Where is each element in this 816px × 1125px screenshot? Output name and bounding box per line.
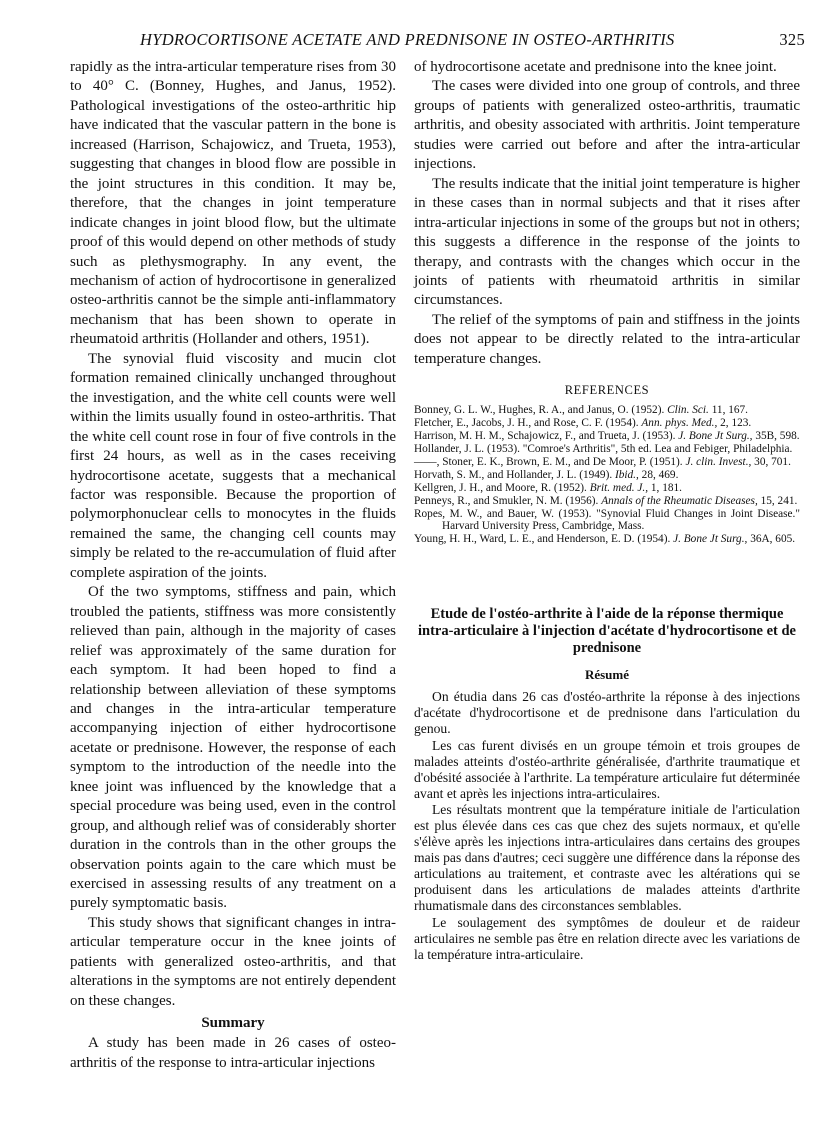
reference-authors: Penneys, R., and Smukler, N. M. (1956).	[414, 494, 599, 507]
summary-paragraph: The results indicate that the initial joint temperature is higher in these cases than in normal subjects and that it rises after intra-articular injections in some of the groups but not in others; this suggests a difference in the response of the joints to therapy, and contrasts with the changes which occur in the joints of patients with rheumatoid arthritis in similar circumstances.	[414, 175, 800, 309]
reference-item	[414, 533, 800, 546]
reference-journal: Brit. med. J.,	[589, 481, 649, 494]
reference-item	[414, 508, 800, 534]
reference-authors: Harrison, M. H. M., Schajowicz, F., and Trueta, J. (1953).	[414, 430, 676, 443]
reference-authors: Ropes, M. W., and Bauer, W. (1953). "Synovial Fluid Changes in Joint Disease." Harvard University Press, Cambridge, Mass.	[414, 507, 800, 533]
reference-volume-page: 2, 123.	[720, 417, 752, 430]
references-heading: REFERENCES	[564, 383, 650, 398]
reference-authors: Hollander, J. L. (1953). "Comroe's Arthritis", 5th ed. Lea and Febiger, Philadelphia.	[414, 442, 793, 455]
french-summary	[414, 689, 800, 963]
reference-volume-page: 1, 181.	[650, 481, 682, 494]
reference-volume-page: 30, 701.	[754, 455, 791, 468]
resume-paragraph: Le soulagement des symptômes de douleur et de raideur articulaires ne semble pas être en relation directe avec les variations de la température intra-articulaire.	[414, 914, 800, 962]
body-paragraph: Of the two symptoms, stiffness and pain, which troubled the patients, stiffness was more consistently relieved than pain, although in the majority of cases relief was approximately of the same duration for each symptom. It had been hoped to find a relationship between alleviation of these symptoms and changes in the intra-articular temperature accompanying injection of either hydrocortisone acetate or prednisone. However, the response of each symptom to the introduction of the needle into the knee joint was influenced by the knowledge that a special procedure was being used, even in the control group, and although relief was of considerably shorter duration in the controls than in the other groups the observation points again to the care which must be exercised in assessing results of any treatment on a purely symptomatic basis.	[70, 584, 396, 912]
reference-volume-page: 11, 167.	[711, 404, 748, 417]
reference-volume-page: 36A, 605.	[750, 533, 796, 546]
reference-authors: Kellgren, J. H., and Moore, R. (1952).	[414, 481, 587, 494]
reference-item	[414, 469, 800, 482]
reference-item	[414, 417, 800, 430]
reference-authors: ——, Stoner, E. K., Brown, E. M., and De Moor, P. (1951).	[414, 455, 683, 468]
running-title: HYDROCORTISONE ACETATE AND PREDNISONE IN OSTEO-ARTHRITIS	[140, 30, 675, 49]
reference-journal: Ann. phys. Med.,	[641, 417, 718, 430]
reference-item	[414, 443, 800, 456]
reference-volume-page: 28, 469.	[641, 468, 679, 481]
resume-paragraph: On étudia dans 26 cas d'ostéo-arthrite la réponse à des injections d'acétate d'hydrocortisone et de prednisone dans l'articulation du genou.	[414, 689, 800, 737]
reference-item	[414, 495, 800, 508]
reference-item	[414, 482, 800, 495]
resume-heading: Résumé	[584, 667, 630, 683]
left-column	[70, 58, 396, 1073]
reference-journal: Ibid.,	[614, 468, 639, 481]
summary-paragraph: of hydrocortisone acetate and prednisone into the knee joint.	[414, 59, 777, 75]
reference-journal: J. clin. Invest.,	[685, 455, 752, 468]
french-title: Etude de l'ostéo-arthrite à l'aide de la réponse thermique intra-articulaire à l'injection d'acétate d'hydrocortisone et de prednisone	[417, 606, 796, 657]
reference-journal: Annals of the Rheumatic Diseases,	[601, 494, 758, 507]
page-number: 325	[779, 30, 805, 49]
body-paragraph: The synovial fluid viscosity and mucin clot formation remained clinically unchanged throughout the investigation, and the white cell counts were well within the limits usually found in osteo-arthritis. That the white cell count rose in four of five controls in the first 24 hours, as well as in the cases receiving hydrocortisone acetate, suggests that a mechanical factor was responsible. Because the proportion of polymorphonuclear cells to monocytes in the fluids remained the same, the changing cell counts may simply be related to the re-accumulation of fluid after complete aspiration of the joints.	[70, 350, 396, 581]
reference-authors: Young, H. H., Ward, L. E., and Henderson, E. D. (1954).	[414, 533, 671, 546]
reference-item	[414, 430, 800, 443]
reference-authors: Horvath, S. M., and Hollander, J. L. (1949).	[414, 468, 613, 481]
reference-journal: Clin. Sci.	[667, 404, 709, 417]
right-column	[414, 58, 800, 963]
reference-volume-page: 15, 241.	[760, 494, 798, 507]
resume-paragraph: Les cas furent divisés en un groupe témoin et trois groupes de malades atteints d'ostéo-arthrite généralisée, d'arthrite traumatique et d'obésité associée à l'arthrite. La température articulaire fut déterminée avant et après les injections intra-articulaires.	[414, 737, 800, 801]
reference-authors: Bonney, G. L. W., Hughes, R. A., and Janus, O. (1952).	[414, 404, 665, 417]
reference-list	[414, 404, 800, 546]
body-paragraph: rapidly as the intra-articular temperature rises from 30 to 40° C. (Bonney, Hughes, and Janus, 1952). Pathological investigations of the osteo-arthritic hip have indicated that the vascular pattern in the bone is increased (Harrison, Schajowicz, and Trueta, 1953), suggesting that changes in blood flow are possible in the joint structures in this condition. It may be, therefore, that the changes in joint temperature indicate changes in joint blood flow, but the ultimate proof of this would depend on other methods of study such as plethysmography. In any event, the mechanism of action of hydrocortisone in generalized osteo-arthritis cannot be the simple anti-inflammatory mechanism that has been shown to operate in rheumatoid arthritis (Hollander and others, 1951).	[70, 59, 396, 348]
summary-heading: Summary	[201, 1015, 265, 1032]
reference-item	[414, 456, 800, 469]
reference-journal: J. Bone Jt Surg.,	[678, 430, 753, 443]
summary-paragraph: A study has been made in 26 cases of osteo-arthritis of the response to intra-articular injections	[70, 1035, 396, 1071]
resume-paragraph: Les résultats montrent que la température initiale de l'articulation est plus élevée dans ces cas que chez des sujets normaux, et qu'elle s'élève après les injections intra-articulaires dans certains des groupes mais pas dans d'autres; ceci suggère une différence dans la réponse des articulations au traitement, et contraste avec les altérations qui se produisent dans les articulations de malades atteints d'arthrite rhumatismale dans des circonstances semblables.	[414, 801, 800, 914]
reference-volume-page: 35B, 598.	[755, 430, 800, 443]
reference-journal: J. Bone Jt Surg.,	[673, 533, 748, 546]
summary-paragraph: The cases were divided into one group of controls, and three groups of patients with generalized osteo-arthritis, traumatic arthritis, and obesity associated with arthritis. Joint temperature studies were carried out before and after the intra-articular injections.	[414, 78, 800, 173]
body-paragraph: This study shows that significant changes in intra-articular temperature occur in the knee joints of patients with generalized osteo-arthritis, and that alterations in the symptoms are not entirely dependent on these changes.	[70, 914, 396, 1009]
reference-item	[414, 404, 800, 417]
reference-authors: Fletcher, E., Jacobs, J. H., and Rose, C. F. (1954).	[414, 417, 639, 430]
running-header	[140, 30, 805, 50]
summary-paragraph: The relief of the symptoms of pain and stiffness in the joints does not appear to be directly related to the intra-articular temperature changes.	[414, 311, 800, 367]
